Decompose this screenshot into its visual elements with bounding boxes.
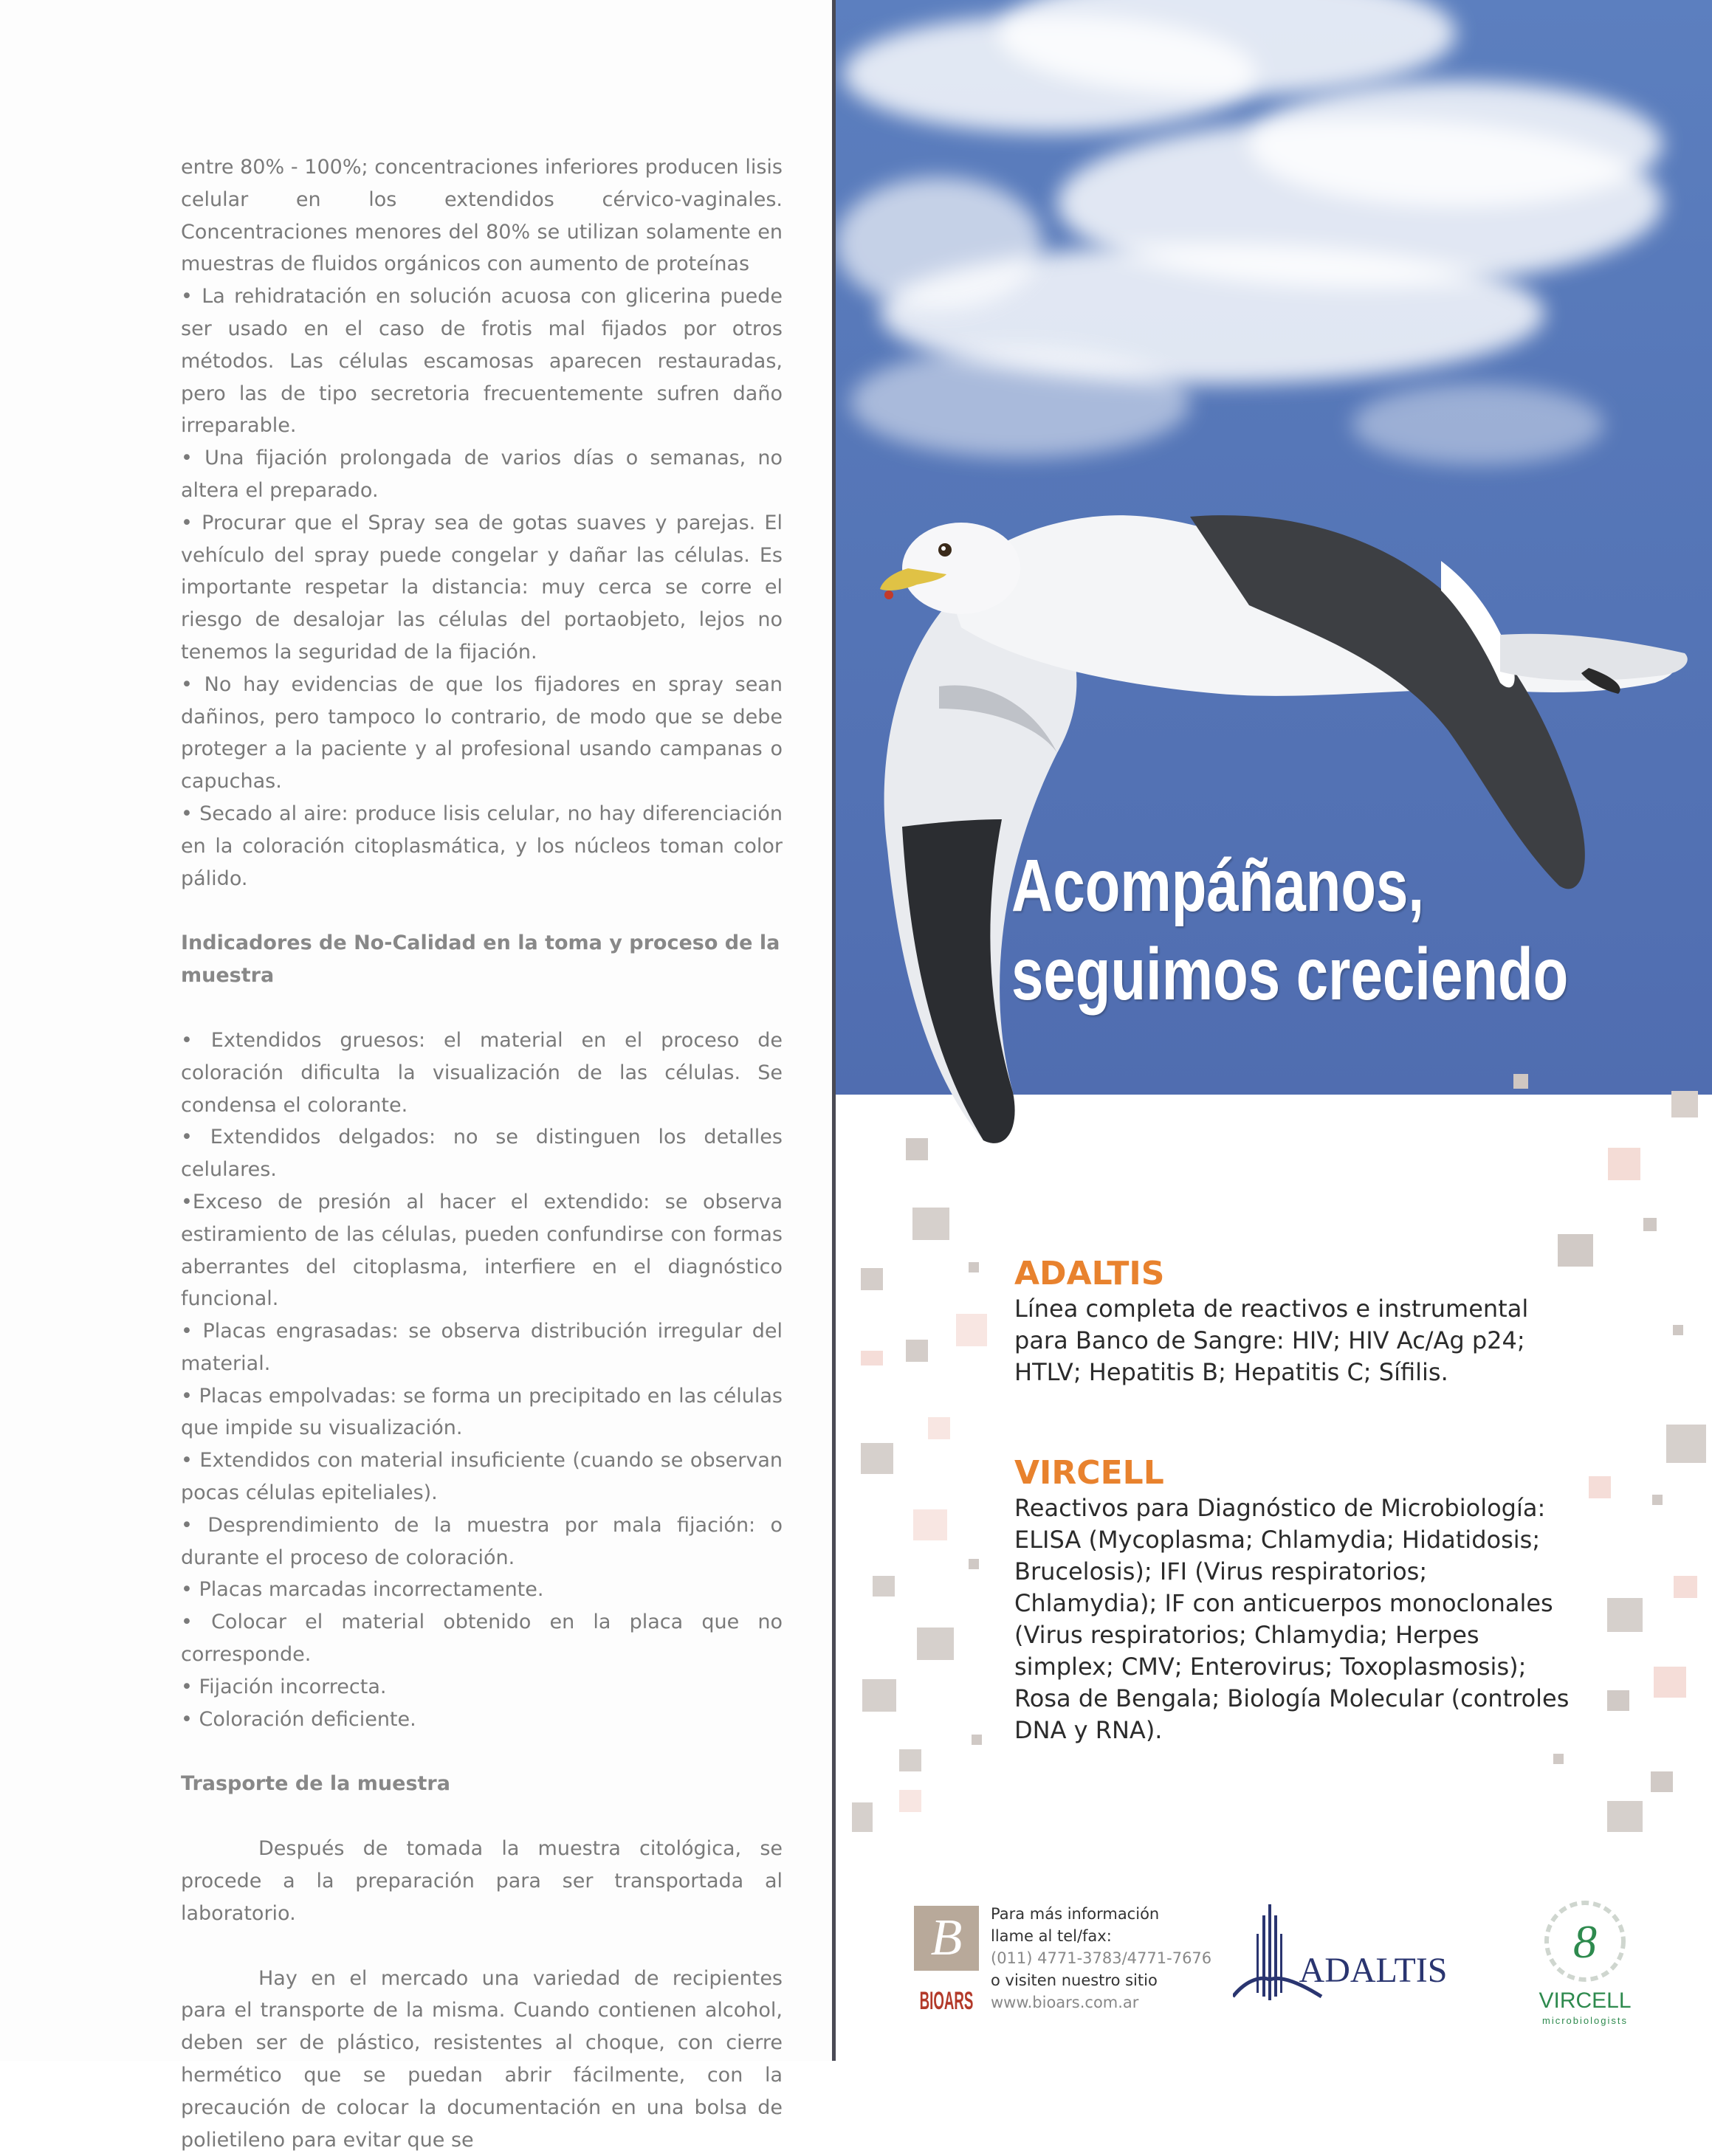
list-item: • Fijación incorrecta.: [181, 1675, 387, 1698]
adaltis-title: ADALTIS: [1014, 1255, 1165, 1292]
paragraph: • Una fijación prolongada de varios días o semanas, no altera el preparado.: [181, 447, 783, 502]
svg-text:8: 8: [1573, 1915, 1597, 1968]
bioars-wordmark: BIOARS: [919, 1986, 974, 2015]
list-item: • Placas engrasadas: se observa distribución irregular del material.: [181, 1320, 783, 1375]
list-item: • Placas marcadas incorrectamente.: [181, 1578, 544, 1602]
article-column: [181, 151, 783, 2156]
adaltis-wordmark: ADALTIS: [1299, 1951, 1448, 1990]
adaltis-description: Línea completa de reactivos e instrumental para Banco de Sangre: HIV; HIV Ac/Ag p24; HTLV; Hepatitis B; Hepatitis C; Sífilis.: [1014, 1295, 1529, 1386]
headline-line-2: seguimos creciendo: [1011, 933, 1569, 1016]
vircell-description: Reactivos para Diagnóstico de Microbiología: ELISA (Mycoplasma; Chlamydia; Hidatidosis; Brucelosis); IFI (Virus respiratorios; Chlamydia); IF con anticuerpos monoclonales (Virus respiratorios; Chlamydia; Herpes simplex; CMV; Enterovirus; Toxoplasmosis); Rosa de Bengala; Biología Molecular (controles DNA y RNA).: [1014, 1494, 1570, 1744]
vircell-logo: [1519, 1890, 1651, 2030]
section-heading: Trasporte de la muestra: [181, 1772, 450, 1796]
list-item: • Colocar el material obtenido en la placa que no corresponde.: [181, 1611, 783, 1667]
paragraph: • Secado al aire: produce lisis celular, no hay diferenciación en la coloración citoplasmática, y los núcleos toman color pálido.: [181, 802, 783, 890]
paragraph: • Procurar que el Spray sea de gotas suaves y parejas. El vehículo del spray puede congelar y dañar las células. Es importante respetar la distancia: muy cerca se corre el riesgo de desalojar las células del portaobjeto, lejos no tenemos la seguridad de la fijación.: [181, 511, 783, 664]
paragraph: • La rehidratación en solución acuosa con glicerina puede ser usado en el caso de frotis mal fijados por otros métodos. Las células escamosas aparecen restauradas, pero las de tipo secretoria frecuentemente sufren daño irreparable.: [181, 285, 783, 438]
list-item: • Coloración deficiente.: [181, 1707, 416, 1731]
bioars-logo: [914, 1906, 980, 2016]
list-item: • Extendidos gruesos: el material en el proceso de coloración dificulta la visualización de las células. Se condensa el colorante.: [181, 1028, 783, 1117]
paragraph: Después de tomada la muestra citológica, se procede a la preparación para ser transportada al laboratorio.: [181, 1837, 783, 1925]
paragraph: • No hay evidencias de que los fijadores en spray sean dañinos, pero tampoco lo contrario, de modo que se debe proteger a la paciente y al profesional usando campanas o capuchas.: [181, 672, 783, 793]
list-item: •Exceso de presión al hacer el extendido: se observa estiramiento de las células, pueden confundirse con formas aberrantes del citoplasma, interfiere en el diagnóstico funcional.: [181, 1190, 783, 1311]
contact-line: llame al tel/fax:: [991, 1927, 1112, 1945]
contact-phone: (011) 4771-3783/4771-7676: [991, 1949, 1212, 1967]
contact-website: www.bioars.com.ar: [991, 1994, 1139, 2011]
paragraph: entre 80% - 100%; concentraciones inferiores producen lisis celular en los extendidos cérvico-vaginales. Concentraciones menores del 80% se utilizan solamente en muestras de fluidos orgánicos con aumento de proteínas: [181, 156, 783, 276]
list-item: • Extendidos con material insuficiente (cuando se observan pocas células epiteliales).: [181, 1449, 783, 1505]
contact-line: o visiten nuestro sitio: [991, 1971, 1158, 1989]
article-page: [0, 0, 832, 2152]
adaltis-logo: [1233, 1904, 1469, 2015]
paragraph: Hay en el mercado una variedad de recipientes para el transporte de la misma. Cuando contienen alcohol, deben ser de plástico, resistentes al choque, con cierre hermético que se puedan abrir fácilmente, con la precaución de colocar la documentación en una bolsa de polietileno para evitar que se: [181, 1966, 783, 2152]
list-item: • Desprendimiento de la muestra por mala fijación: o durante el proceso de coloración.: [181, 1513, 783, 1569]
list-item: • Placas empolvadas: se forma un precipitado en las células que impide su visualización.: [181, 1384, 783, 1440]
contact-line: Para más información: [991, 1905, 1160, 1923]
ad-headline: [1011, 841, 1568, 1019]
advertisement: [836, 0, 1712, 2061]
svg-text:B: B: [930, 1909, 963, 1966]
list-item: • Extendidos delgados: no se distinguen los detalles celulares.: [181, 1126, 783, 1182]
contact-info: [991, 1903, 1211, 2014]
vircell-tagline: microbiologists: [1542, 2015, 1628, 2026]
headline-line-1: Acompáñanos,: [1011, 844, 1425, 927]
section-heading: Indicadores de No-Calidad en la toma y proceso de la muestra: [181, 931, 780, 988]
vircell-wordmark: VIRCELL: [1539, 1988, 1632, 2013]
vircell-title: VIRCELL: [1014, 1454, 1164, 1492]
